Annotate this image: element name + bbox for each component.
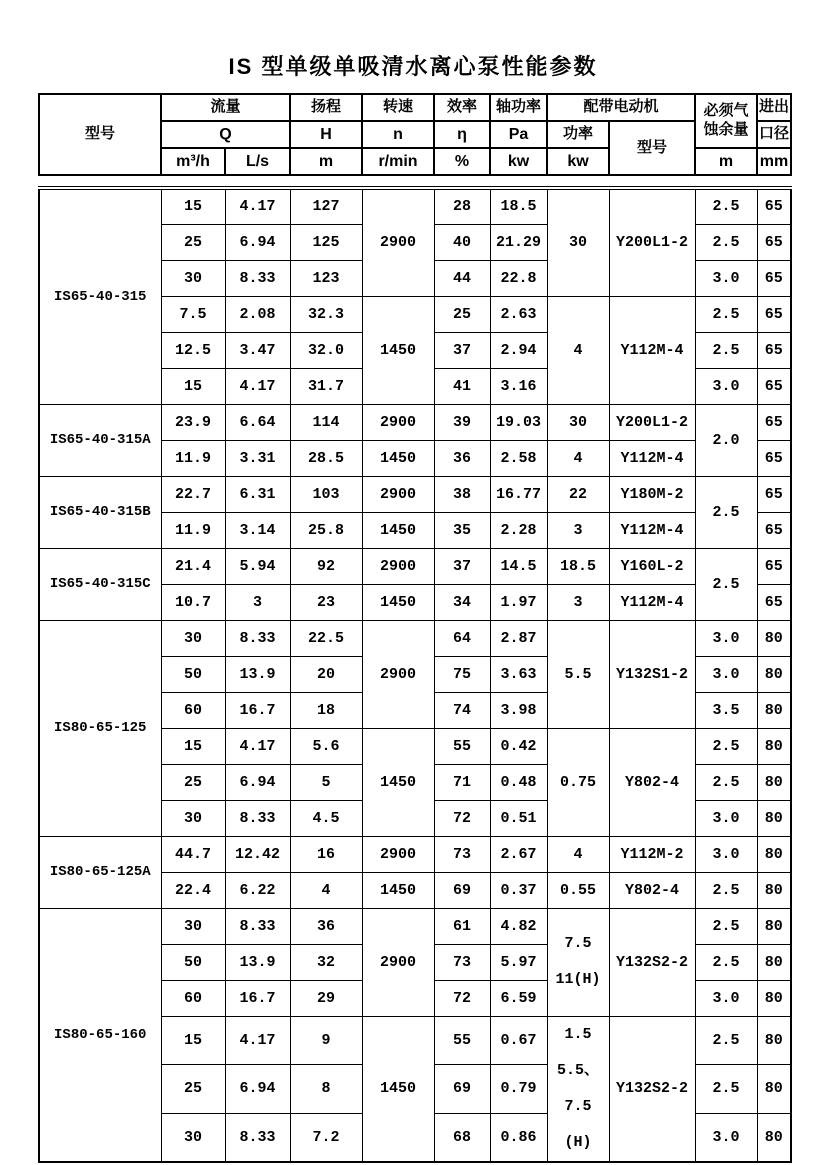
flow-ls: 3.14	[225, 512, 290, 548]
port-diameter-mm: 65	[757, 584, 791, 620]
pump-data-table	[38, 186, 792, 1163]
port-diameter-mm: 80	[757, 1016, 791, 1065]
table-row	[39, 908, 791, 944]
npsh-m: 2.5	[695, 476, 757, 548]
pump-model: IS65-40-315C	[39, 548, 161, 620]
speed-rpm: 2900	[362, 404, 434, 440]
speed-rpm: 2900	[362, 476, 434, 512]
flow-ls: 16.7	[225, 692, 290, 728]
motor-model: Y802-4	[609, 728, 695, 836]
head-m: 20	[290, 656, 362, 692]
shaft-power-kw: 2.94	[490, 332, 547, 368]
shaft-power-kw: 22.8	[490, 260, 547, 296]
header-q-symbol: Q	[161, 121, 290, 148]
npsh-m: 2.5	[695, 332, 757, 368]
head-m: 32	[290, 944, 362, 980]
port-diameter-mm: 80	[757, 872, 791, 908]
motor-power-kw: 0.75	[547, 728, 609, 836]
motor-power-kw: 5.5	[547, 620, 609, 728]
efficiency-pct: 55	[434, 728, 490, 764]
shaft-power-kw: 0.79	[490, 1065, 547, 1114]
speed-rpm: 2900	[362, 620, 434, 728]
head-m: 18	[290, 692, 362, 728]
flow-m3h: 30	[161, 800, 225, 836]
flow-ls: 4.17	[225, 1016, 290, 1065]
head-m: 92	[290, 548, 362, 584]
port-diameter-mm: 65	[757, 188, 791, 224]
efficiency-pct: 34	[434, 584, 490, 620]
npsh-m: 2.5	[695, 872, 757, 908]
header-npsh	[695, 94, 757, 148]
npsh-m: 3.0	[695, 620, 757, 656]
npsh-m: 2.0	[695, 404, 757, 476]
flow-ls: 6.94	[225, 1065, 290, 1114]
flow-ls: 6.94	[225, 224, 290, 260]
header-shaft-power: 轴功率	[490, 94, 547, 121]
pump-model: IS80-65-125	[39, 620, 161, 836]
port-diameter-mm: 65	[757, 368, 791, 404]
shaft-power-kw: 2.67	[490, 836, 547, 872]
head-m: 8	[290, 1065, 362, 1114]
flow-m3h: 10.7	[161, 584, 225, 620]
head-m: 25.8	[290, 512, 362, 548]
shaft-power-kw: 14.5	[490, 548, 547, 584]
efficiency-pct: 61	[434, 908, 490, 944]
flow-ls: 13.9	[225, 656, 290, 692]
shaft-power-kw: 0.67	[490, 1016, 547, 1065]
motor-model: Y112M-2	[609, 836, 695, 872]
npsh-m: 3.0	[695, 980, 757, 1016]
npsh-m: 2.5	[695, 1016, 757, 1065]
speed-rpm: 1450	[362, 512, 434, 548]
speed-rpm: 2900	[362, 908, 434, 1016]
motor-model: Y132S2-2	[609, 1016, 695, 1162]
header-table	[38, 93, 792, 176]
speed-rpm: 1450	[362, 872, 434, 908]
table-row	[39, 188, 791, 224]
efficiency-pct: 69	[434, 872, 490, 908]
table-row	[39, 620, 791, 656]
speed-rpm: 2900	[362, 836, 434, 872]
efficiency-pct: 72	[434, 800, 490, 836]
port-diameter-mm: 65	[757, 476, 791, 512]
shaft-power-kw: 0.86	[490, 1113, 547, 1162]
port-diameter-mm: 80	[757, 764, 791, 800]
header-port-line1: 进出	[757, 94, 791, 121]
flow-ls: 3	[225, 584, 290, 620]
header-eta-symbol: η	[434, 121, 490, 148]
flow-ls: 12.42	[225, 836, 290, 872]
efficiency-pct: 40	[434, 224, 490, 260]
efficiency-pct: 35	[434, 512, 490, 548]
shaft-power-kw: 2.63	[490, 296, 547, 332]
head-m: 123	[290, 260, 362, 296]
motor-power-kw: 22	[547, 476, 609, 512]
head-m: 22.5	[290, 620, 362, 656]
efficiency-pct: 72	[434, 980, 490, 1016]
npsh-m: 2.5	[695, 224, 757, 260]
npsh-m: 3.0	[695, 368, 757, 404]
efficiency-pct: 37	[434, 548, 490, 584]
head-m: 103	[290, 476, 362, 512]
table-row	[39, 548, 791, 584]
head-m: 5	[290, 764, 362, 800]
table-row	[39, 404, 791, 440]
flow-ls: 4.17	[225, 368, 290, 404]
motor-power-kw: 3	[547, 512, 609, 548]
header-pa-symbol: Pa	[490, 121, 547, 148]
port-diameter-mm: 80	[757, 836, 791, 872]
motor-power-kw: 4	[547, 836, 609, 872]
port-diameter-mm: 80	[757, 908, 791, 944]
flow-ls: 8.33	[225, 1113, 290, 1162]
flow-ls: 8.33	[225, 908, 290, 944]
pump-model: IS80-65-125A	[39, 836, 161, 908]
flow-m3h: 15	[161, 1016, 225, 1065]
efficiency-pct: 28	[434, 188, 490, 224]
flow-m3h: 60	[161, 692, 225, 728]
header-unit-ls: L/s	[225, 148, 290, 175]
flow-ls: 16.7	[225, 980, 290, 1016]
port-diameter-mm: 65	[757, 296, 791, 332]
speed-rpm: 2900	[362, 188, 434, 296]
header-unit-rmin: r/min	[362, 148, 434, 175]
motor-power-kw: 30	[547, 404, 609, 440]
motor-power-kw: 3	[547, 584, 609, 620]
head-m: 114	[290, 404, 362, 440]
port-diameter-mm: 80	[757, 944, 791, 980]
head-m: 125	[290, 224, 362, 260]
port-diameter-mm: 65	[757, 440, 791, 476]
port-diameter-mm: 80	[757, 692, 791, 728]
head-m: 5.6	[290, 728, 362, 764]
flow-m3h: 50	[161, 656, 225, 692]
flow-ls: 8.33	[225, 260, 290, 296]
page-title: IS 型单级单吸清水离心泵性能参数	[228, 54, 598, 79]
shaft-power-kw: 18.5	[490, 188, 547, 224]
shaft-power-kw: 16.77	[490, 476, 547, 512]
header-npsh-line1: 必须气	[703, 102, 749, 120]
motor-model: Y200L1-2	[609, 188, 695, 296]
port-diameter-mm: 80	[757, 656, 791, 692]
efficiency-pct: 37	[434, 332, 490, 368]
header-unit-kw-motor: kw	[547, 148, 609, 175]
shaft-power-kw: 3.98	[490, 692, 547, 728]
efficiency-pct: 73	[434, 836, 490, 872]
efficiency-pct: 55	[434, 1016, 490, 1065]
pump-model: IS80-65-160	[39, 908, 161, 1162]
port-diameter-mm: 80	[757, 728, 791, 764]
npsh-m: 3.0	[695, 1113, 757, 1162]
efficiency-pct: 36	[434, 440, 490, 476]
head-m: 36	[290, 908, 362, 944]
port-diameter-mm: 80	[757, 1113, 791, 1162]
head-m: 4.5	[290, 800, 362, 836]
header-unit-pct: %	[434, 148, 490, 175]
head-m: 31.7	[290, 368, 362, 404]
port-diameter-mm: 65	[757, 548, 791, 584]
flow-ls: 3.47	[225, 332, 290, 368]
shaft-power-kw: 4.82	[490, 908, 547, 944]
head-m: 28.5	[290, 440, 362, 476]
header-head: 扬程	[290, 94, 362, 121]
shaft-power-kw: 6.59	[490, 980, 547, 1016]
head-m: 9	[290, 1016, 362, 1065]
header-row-1	[39, 94, 791, 121]
npsh-m: 3.0	[695, 800, 757, 836]
head-m: 127	[290, 188, 362, 224]
shaft-power-kw: 21.29	[490, 224, 547, 260]
efficiency-pct: 41	[434, 368, 490, 404]
efficiency-pct: 25	[434, 296, 490, 332]
npsh-m: 2.5	[695, 1065, 757, 1114]
efficiency-pct: 71	[434, 764, 490, 800]
motor-power-kw: 7.5 11(H)	[547, 908, 609, 1016]
shaft-power-kw: 19.03	[490, 404, 547, 440]
speed-rpm: 1450	[362, 728, 434, 836]
speed-rpm: 1450	[362, 584, 434, 620]
flow-m3h: 11.9	[161, 440, 225, 476]
motor-model: Y132S1-2	[609, 620, 695, 728]
motor-power-kw: 4	[547, 440, 609, 476]
flow-m3h: 25	[161, 224, 225, 260]
efficiency-pct: 64	[434, 620, 490, 656]
head-m: 32.3	[290, 296, 362, 332]
shaft-power-kw: 5.97	[490, 944, 547, 980]
port-diameter-mm: 65	[757, 260, 791, 296]
flow-ls: 3.31	[225, 440, 290, 476]
motor-power-kw: 18.5	[547, 548, 609, 584]
flow-m3h: 15	[161, 368, 225, 404]
flow-m3h: 7.5	[161, 296, 225, 332]
shaft-power-kw: 0.51	[490, 800, 547, 836]
npsh-m: 3.0	[695, 656, 757, 692]
motor-model: Y160L-2	[609, 548, 695, 584]
flow-m3h: 25	[161, 1065, 225, 1114]
port-diameter-mm: 65	[757, 404, 791, 440]
flow-m3h: 30	[161, 1113, 225, 1162]
flow-ls: 13.9	[225, 944, 290, 980]
shaft-power-kw: 2.58	[490, 440, 547, 476]
npsh-m: 3.0	[695, 260, 757, 296]
flow-m3h: 60	[161, 980, 225, 1016]
npsh-m: 2.5	[695, 728, 757, 764]
head-m: 7.2	[290, 1113, 362, 1162]
shaft-power-kw: 0.42	[490, 728, 547, 764]
head-m: 4	[290, 872, 362, 908]
shaft-power-kw: 2.87	[490, 620, 547, 656]
efficiency-pct: 39	[434, 404, 490, 440]
flow-ls: 6.31	[225, 476, 290, 512]
header-motor-model: 型号	[609, 121, 695, 175]
motor-model: Y132S2-2	[609, 908, 695, 1016]
shaft-power-kw: 3.16	[490, 368, 547, 404]
flow-ls: 4.17	[225, 188, 290, 224]
shaft-power-kw: 0.37	[490, 872, 547, 908]
motor-power-kw: 0.55	[547, 872, 609, 908]
table-row	[39, 476, 791, 512]
flow-m3h: 21.4	[161, 548, 225, 584]
port-diameter-mm: 80	[757, 800, 791, 836]
head-m: 23	[290, 584, 362, 620]
flow-m3h: 50	[161, 944, 225, 980]
header-port-line2: 口径	[757, 121, 791, 148]
flow-m3h: 30	[161, 620, 225, 656]
header-model: 型号	[39, 94, 161, 175]
header-unit-mm: mm	[757, 148, 791, 175]
efficiency-pct: 68	[434, 1113, 490, 1162]
pump-model: IS65-40-315	[39, 188, 161, 404]
motor-model: Y112M-4	[609, 440, 695, 476]
flow-ls: 5.94	[225, 548, 290, 584]
motor-model: Y112M-4	[609, 512, 695, 548]
port-diameter-mm: 80	[757, 620, 791, 656]
npsh-m: 2.5	[695, 944, 757, 980]
flow-m3h: 25	[161, 764, 225, 800]
efficiency-pct: 73	[434, 944, 490, 980]
motor-power-kw: 1.5 5.5、7.5 (H)	[547, 1016, 609, 1162]
shaft-power-kw: 3.63	[490, 656, 547, 692]
flow-ls: 8.33	[225, 620, 290, 656]
flow-ls: 8.33	[225, 800, 290, 836]
motor-model: Y180M-2	[609, 476, 695, 512]
head-m: 32.0	[290, 332, 362, 368]
efficiency-pct: 75	[434, 656, 490, 692]
shaft-power-kw: 1.97	[490, 584, 547, 620]
npsh-m: 3.0	[695, 836, 757, 872]
flow-m3h: 22.4	[161, 872, 225, 908]
speed-rpm: 1450	[362, 296, 434, 404]
efficiency-pct: 44	[434, 260, 490, 296]
flow-m3h: 44.7	[161, 836, 225, 872]
flow-m3h: 30	[161, 908, 225, 944]
port-diameter-mm: 65	[757, 224, 791, 260]
npsh-m: 2.5	[695, 764, 757, 800]
flow-m3h: 11.9	[161, 512, 225, 548]
npsh-m: 2.5	[695, 188, 757, 224]
header-motor-power: 功率	[547, 121, 609, 148]
head-m: 16	[290, 836, 362, 872]
flow-m3h: 15	[161, 188, 225, 224]
flow-ls: 6.94	[225, 764, 290, 800]
header-speed: 转速	[362, 94, 434, 121]
npsh-m: 2.5	[695, 548, 757, 620]
header-npsh-line2: 蚀余量	[703, 121, 749, 138]
pump-table-body	[39, 188, 791, 1162]
header-motor: 配带电动机	[547, 94, 695, 121]
header-unit-m3h: m³/h	[161, 148, 225, 175]
header-n-symbol: n	[362, 121, 434, 148]
port-diameter-mm: 65	[757, 332, 791, 368]
flow-ls: 4.17	[225, 728, 290, 764]
table-row	[39, 836, 791, 872]
flow-m3h: 22.7	[161, 476, 225, 512]
head-m: 29	[290, 980, 362, 1016]
npsh-m: 2.5	[695, 296, 757, 332]
port-diameter-mm: 80	[757, 1065, 791, 1114]
flow-ls: 6.22	[225, 872, 290, 908]
header-h-symbol: H	[290, 121, 362, 148]
port-diameter-mm: 65	[757, 512, 791, 548]
motor-model: Y802-4	[609, 872, 695, 908]
flow-ls: 2.08	[225, 296, 290, 332]
shaft-power-kw: 2.28	[490, 512, 547, 548]
motor-model: Y112M-4	[609, 296, 695, 404]
header-unit-m: m	[290, 148, 362, 175]
pump-model: IS65-40-315B	[39, 476, 161, 548]
flow-ls: 6.64	[225, 404, 290, 440]
efficiency-pct: 38	[434, 476, 490, 512]
header-efficiency: 效率	[434, 94, 490, 121]
speed-rpm: 1450	[362, 440, 434, 476]
npsh-m: 2.5	[695, 908, 757, 944]
motor-power-kw: 4	[547, 296, 609, 404]
pump-model: IS65-40-315A	[39, 404, 161, 476]
flow-m3h: 12.5	[161, 332, 225, 368]
motor-model: Y112M-4	[609, 584, 695, 620]
speed-rpm: 2900	[362, 548, 434, 584]
efficiency-pct: 74	[434, 692, 490, 728]
flow-m3h: 23.9	[161, 404, 225, 440]
motor-power-kw: 30	[547, 188, 609, 296]
port-diameter-mm: 80	[757, 980, 791, 1016]
npsh-m: 3.5	[695, 692, 757, 728]
motor-model: Y200L1-2	[609, 404, 695, 440]
flow-m3h: 15	[161, 728, 225, 764]
shaft-power-kw: 0.48	[490, 764, 547, 800]
header-flow: 流量	[161, 94, 290, 121]
speed-rpm: 1450	[362, 1016, 434, 1162]
header-unit-kw-shaft: kw	[490, 148, 547, 175]
header-unit-npsh-m: m	[695, 148, 757, 175]
flow-m3h: 30	[161, 260, 225, 296]
efficiency-pct: 69	[434, 1065, 490, 1114]
